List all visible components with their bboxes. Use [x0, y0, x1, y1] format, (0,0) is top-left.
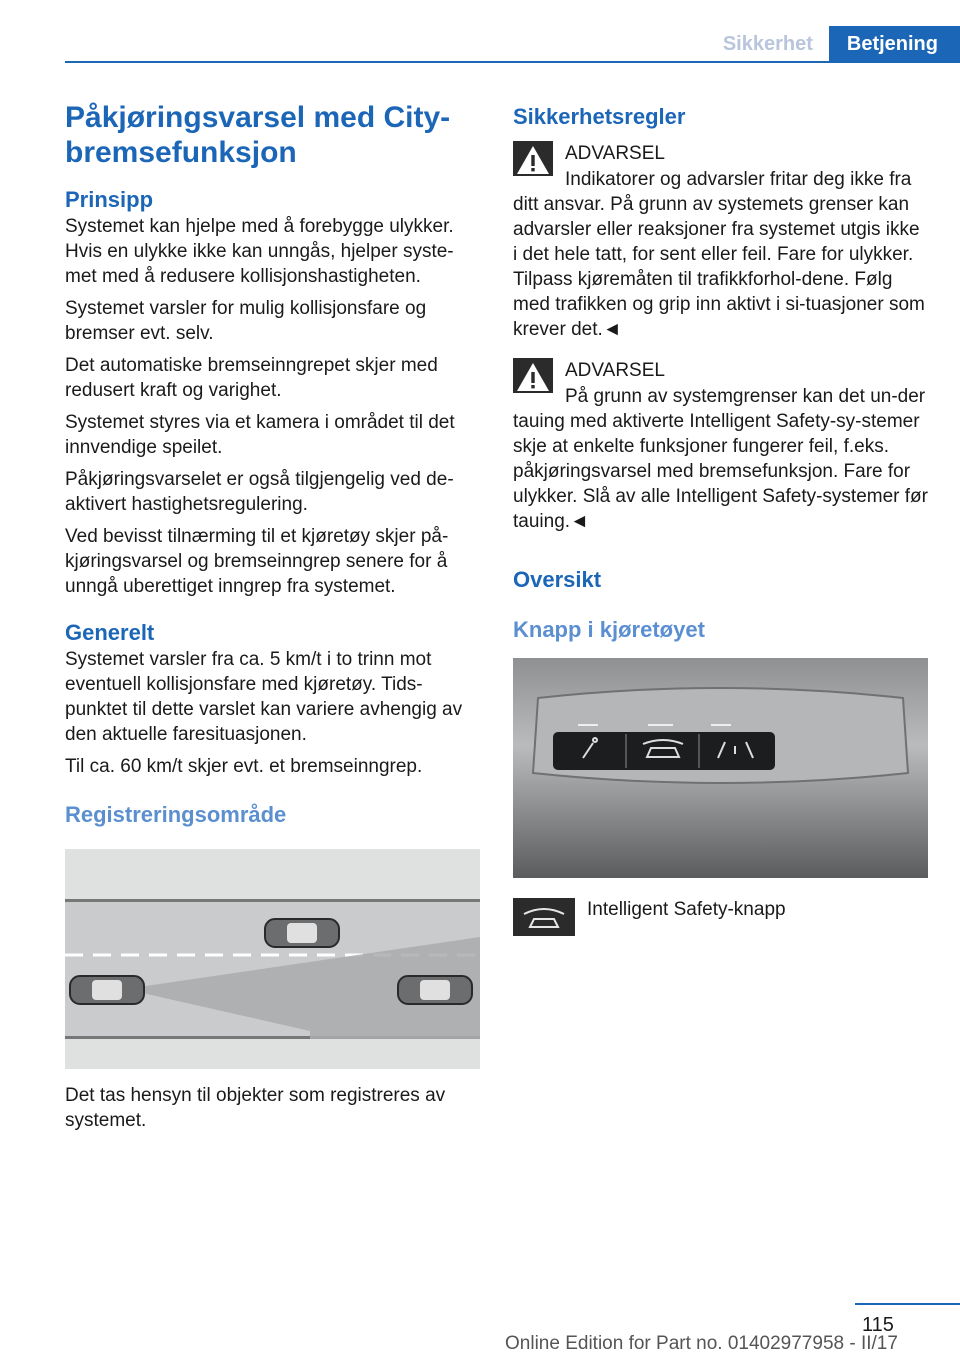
paragraph: Systemet kan hjelpe med å forebygge ulykker. Hvis en ulykke ikke kan unngås, hjelper syste-met med å redusere kollisjonshastigheten. — [65, 216, 454, 287]
road-detection-diagram — [65, 849, 480, 1069]
paragraph: Systemet varsler for mulig kollisjonsfare og bremser evt. selv. — [65, 298, 427, 344]
page-title: Påkjøringsvarsel med City-bremsefunksjon — [65, 101, 451, 169]
right-column — [513, 100, 928, 936]
warning-text: Indikatorer og advarsler fritar deg ikke fra ditt ansvar. På grunn av systemets grenser kan advarsler eller reaksjoner fra systemet utgis ikke i det hele tatt, for sent eller feil. Fare for ulykker. Tilpass kjøremåten til trafikkforhol-dene. Følg med trafikken og grip inn aktivt i si-tuasjoner som krever det.◄ — [513, 169, 925, 340]
button-caption-row — [513, 898, 928, 936]
knapp-heading: Knapp i kjøretøyet — [513, 617, 705, 642]
car-icon — [70, 976, 144, 1004]
detection-area-figure — [65, 849, 480, 1069]
page-number: 115 — [862, 1314, 894, 1336]
header-rule — [65, 61, 960, 63]
prinsipp-heading: Prinsipp — [65, 187, 154, 212]
figure-caption: Det tas hensyn til objekter som registreres av systemet. — [65, 1085, 446, 1131]
registrering-heading: Registreringsområde — [65, 802, 287, 827]
button-caption: Intelligent Safety-knapp — [587, 899, 786, 920]
generelt-heading: Generelt — [65, 620, 155, 645]
car-icon — [398, 976, 472, 1004]
warning-block — [513, 358, 928, 534]
intelligent-safety-button-icon — [513, 898, 575, 936]
header-tabs — [705, 26, 960, 62]
warning-title: ADVARSEL — [565, 143, 665, 164]
tab-betjening[interactable]: Betjening — [829, 26, 960, 62]
warning-triangle-icon — [513, 358, 553, 393]
sikkerhet-heading: Sikkerhetsregler — [513, 104, 686, 129]
paragraph: Ved bevisst tilnærming til et kjøretøy skjer på-kjøringsvarsel og bremseinngrep senere for å unngå uberettiget inngrep fra systemet. — [65, 526, 449, 597]
paragraph: Systemet varsler fra ca. 5 km/t i to trinn mot eventuell kollisjonsfare med kjøretøy. Tids-punktet til dette varslet kan variere avhengig av den aktuelle faresituasjonen. — [65, 649, 463, 745]
left-column — [65, 100, 480, 1140]
button-console-photo — [513, 658, 928, 878]
oversikt-heading: Oversikt — [513, 567, 602, 592]
car-icon — [265, 919, 339, 947]
warning-title: ADVARSEL — [565, 360, 665, 381]
paragraph: Påkjøringsvarselet er også tilgjengelig ved de-aktivert hastighetsregulering. — [65, 469, 454, 515]
warning-triangle-icon — [513, 141, 553, 176]
button-console-figure — [513, 658, 928, 878]
paragraph: Til ca. 60 km/t skjer evt. et bremseinngrep. — [65, 756, 423, 777]
edition-note: Online Edition for Part no. 01402977958 - II/17 — [505, 1333, 898, 1354]
tab-sikkerhet[interactable]: Sikkerhet — [705, 26, 829, 62]
paragraph: Systemet styres via et kamera i området til det innvendige speilet. — [65, 412, 455, 458]
footer-rule — [855, 1303, 960, 1305]
warning-block — [513, 141, 928, 342]
warning-text: På grunn av systemgrenser kan det un-der tauing med aktiverte Intelligent Safety-sy-stemer skje at enkelte funksjoner fungerer feil, f.eks. påkjøringsvarsel med bremsefunksjon. Fare for ulykker. Slå av alle Intelligent Safety-systemer før tauing.◄ — [513, 386, 928, 532]
paragraph: Det automatiske bremseinngrepet skjer med redusert kraft og varighet. — [65, 355, 438, 401]
